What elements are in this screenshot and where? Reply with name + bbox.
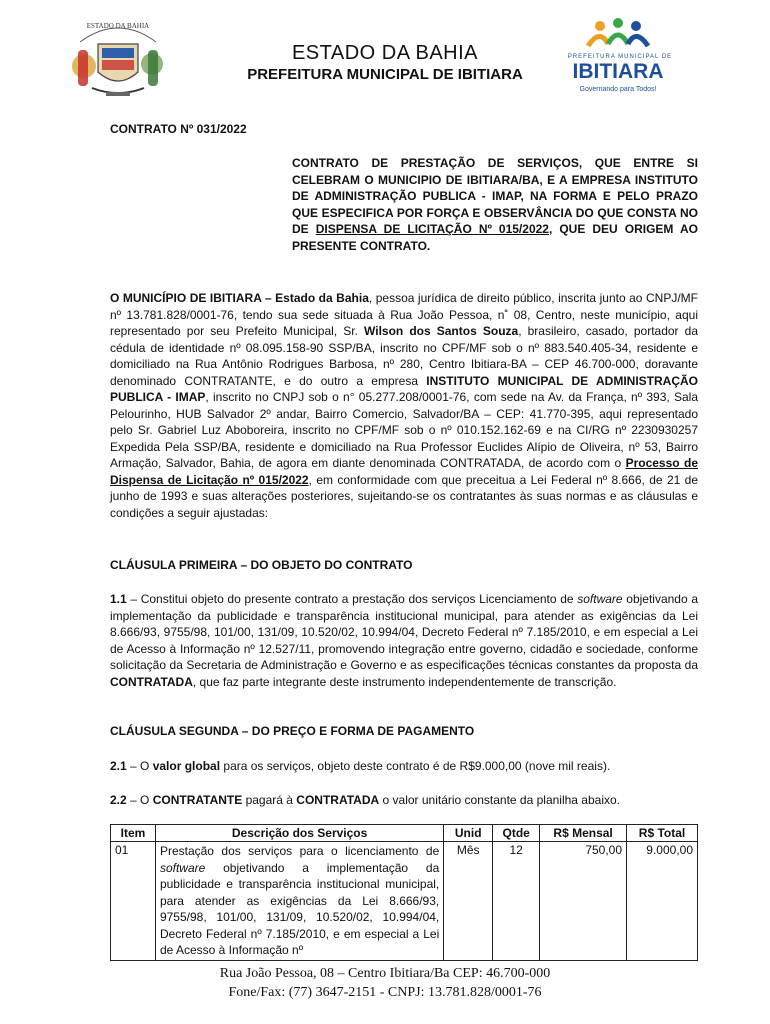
clause2-2-contratante: CONTRATANTE <box>152 793 243 807</box>
col-unid-header: Unid <box>444 825 493 842</box>
contract-summary <box>292 155 698 254</box>
svg-text:Governando para Todos!: Governando para Todos! <box>579 86 657 93</box>
party2-name: INSTITUTO MUNICIPAL DE ADMINISTRAÇÃO PUBLICA - IMAP <box>110 373 698 404</box>
cell-unid: Mês <box>444 842 493 961</box>
party1-name: O MUNICÍPIO DE IBITIARA – Estado da Bahia <box>110 291 369 305</box>
clause1-title: CLÁUSULA PRIMEIRA – DO OBJETO DO CONTRATO <box>110 558 413 572</box>
clause1-text-1: – Constitui objeto do presente contrato a prestação dos serviços Licenciamento de <box>126 592 578 606</box>
clause2-1-text-b: para os serviços, objeto deste contrato é de R$9.000,00 (nove mil reais). <box>220 759 611 773</box>
svg-text:ESTADO DA BAHIA: ESTADO DA BAHIA <box>86 22 150 30</box>
clause1-text-3: , que faz parte integrante deste instrumento independentemente de transcrição. <box>192 674 617 689</box>
table-row <box>111 842 698 961</box>
desc-text-a: Prestação dos serviços para o licenciamento de <box>159 844 440 858</box>
header-state: ESTADO DA BAHIA <box>291 42 479 64</box>
col-qtde-header: Qtde <box>493 825 540 842</box>
clause1-number: 1.1 <box>110 592 127 606</box>
clause2-1-bold: valor global <box>152 759 221 773</box>
summary-lead: CONTRATO DE PRESTAÇÃO DE SERVIÇOS, QUE ENTRE SI CELEBRAM O MUNICIPIO DE IBITIARA/BA, E A EMPRESA INSTITUTO DE ADMINISTRAÇÃO PUBLICA - IMAP, NA FORMA E PELO PRAZO QUE ESPECIFICA POR FORÇA E OBSERVÂNCIA DO QUE CONSTA NO DE <box>292 156 698 236</box>
clause1-software: software <box>577 592 623 606</box>
col-mensal-header: R$ Mensal <box>540 825 627 842</box>
services-table <box>110 824 698 961</box>
summary-tail: , QUE DEU ORIGEM AO PRESENTE CONTRATO. <box>292 222 698 253</box>
cell-qtde: 12 <box>493 842 540 961</box>
clause2-2-contratada: CONTRATADA <box>296 793 380 807</box>
footer-address: Rua João Pessoa, 08 – Centro Ibitiara/Ba CEP: 46.700-000 <box>219 966 551 981</box>
preamble-paragraph <box>110 290 698 521</box>
svg-text:PREFEITURA MUNICIPAL DE: PREFEITURA MUNICIPAL DE <box>567 54 673 60</box>
ibitiara-logo-icon <box>548 14 688 96</box>
svg-text:IBITIARA: IBITIARA <box>572 60 664 83</box>
footer-contact: Fone/Fax: (77) 3647-2151 - CNPJ: 13.781.828/0001-76 <box>228 985 542 1000</box>
clause1-contratada: CONTRATADA <box>110 674 193 689</box>
clause2-2-text-a: – O <box>126 793 153 807</box>
clause1-paragraph <box>110 591 698 690</box>
cell-mensal: 750,00 <box>540 842 627 961</box>
desc-text-b: objetivando a implementação da publicidade e transparência institucional municipal, para atender as exigências da Lei 8.666/93, 9755/98, 101/00, 131/09, 10.520/02, 10.994/04, Decreto Federal nº 7.185/2010, e em especial a Lei de Acesso à Informação nº <box>159 860 440 957</box>
col-item-header: Item <box>111 825 156 842</box>
summary-dispensa: DISPENSA DE LICITAÇÃO Nº 015/2022 <box>315 222 549 236</box>
clause2-1-text-a: – O <box>126 759 153 773</box>
cell-total: 9.000,00 <box>627 842 698 961</box>
clause2-1-number: 2.1 <box>110 759 127 773</box>
process-reference: Processo de Dispensa de Licitação nº 015/2022 <box>110 456 698 487</box>
clause2-2-paragraph <box>110 792 698 809</box>
col-total-header: R$ Total <box>627 825 698 842</box>
mayor-name: Wilson dos Santos Souza <box>364 324 519 338</box>
preamble-text-3: , inscrito no CNPJ sob o n° 05.277.208/0001-76, com sede na Av. da França, nº 393, Sala Pelourinho, HUB Salvador 2º andar, Bairro Comercio, Salvador/BA – CEP: 41.770-395, aqui representado pelo Sr. Gabriel Luz Aboboreira, inscrito no CPF/MF sob o nº 010.152.162-69 e na CI/RG nº 2230930257 Expedida Pela SSP/BA, residente e domiciliado na Rua Professor Euclides Alípio de Oliveira, nº 53, Bairro Armação, Salvador, Bahia, de agora em diante denominada CONTRATADA, de acordo com o <box>110 390 698 470</box>
clause2-2-text-c: o valor unitário constante da planilha abaixo. <box>379 793 620 807</box>
clause2-1-paragraph <box>110 758 698 775</box>
col-desc-header: Descrição dos Serviços <box>155 825 443 842</box>
contract-number: CONTRATO Nº 031/2022 <box>110 122 247 136</box>
cell-description <box>155 842 443 961</box>
cell-item: 01 <box>111 842 156 961</box>
preamble-text-2: , brasileiro, casado, portador da cédula de identidade nº 08.095.158-90 SSP/BA, inscrito no CPF/MF sob o nº 883.540.405-34, residente e domiciliado na Rua Antônio Rodrigues Barbosa, nº 280, Centro Ibitiara-BA – CEP 46.700-000, doravante denominado CONTRATANTE, e do outro a empresa <box>110 324 698 388</box>
table-header-row <box>111 825 698 842</box>
preamble-text-4: , em conformidade com que preceitua a Lei Federal nº 8.666, de 21 de junho de 1993 e suas alterações posteriores, sujeitando-se os contratantes às suas normas e as cláusulas e condições a seguir ajustadas: <box>110 472 699 520</box>
clause2-2-number: 2.2 <box>110 793 127 807</box>
clause1-text-2: objetivando a implementação da publicidade e transparência institucional municipal, para atender as exigências da Lei 8.666/93, 9755/98, 101/00, 131/09, 10.520/02, 10.994/04, Decreto Federal nº 7.185/2010, e em especial a Lei de Acesso à Informação nº 12.527/11, promovendo integração entre governo, cidadão e sociedade, conforme solicitação da Secretaria de Administração e Governo e as especificações técnicas constantes da proposta da <box>110 592 698 672</box>
clause2-title: CLÁUSULA SEGUNDA – DO PREÇO E FORMA DE PAGAMENTO <box>110 724 475 738</box>
header-city-hall: PREFEITURA MUNICIPAL DE IBITIARA <box>247 66 523 83</box>
clause2-2-text-b: pagará à <box>242 793 297 807</box>
preamble-text-1: , pessoa jurídica de direito público, inscrita junto ao CNPJ/MF nº 13.781.828/0001-76, tendo sua sede situada à Rua João Pessoa, n˚ 08, Centro, neste município, aqui representado por seu Prefeito Municipal, Sr. <box>110 291 698 338</box>
desc-software: software <box>159 860 206 875</box>
